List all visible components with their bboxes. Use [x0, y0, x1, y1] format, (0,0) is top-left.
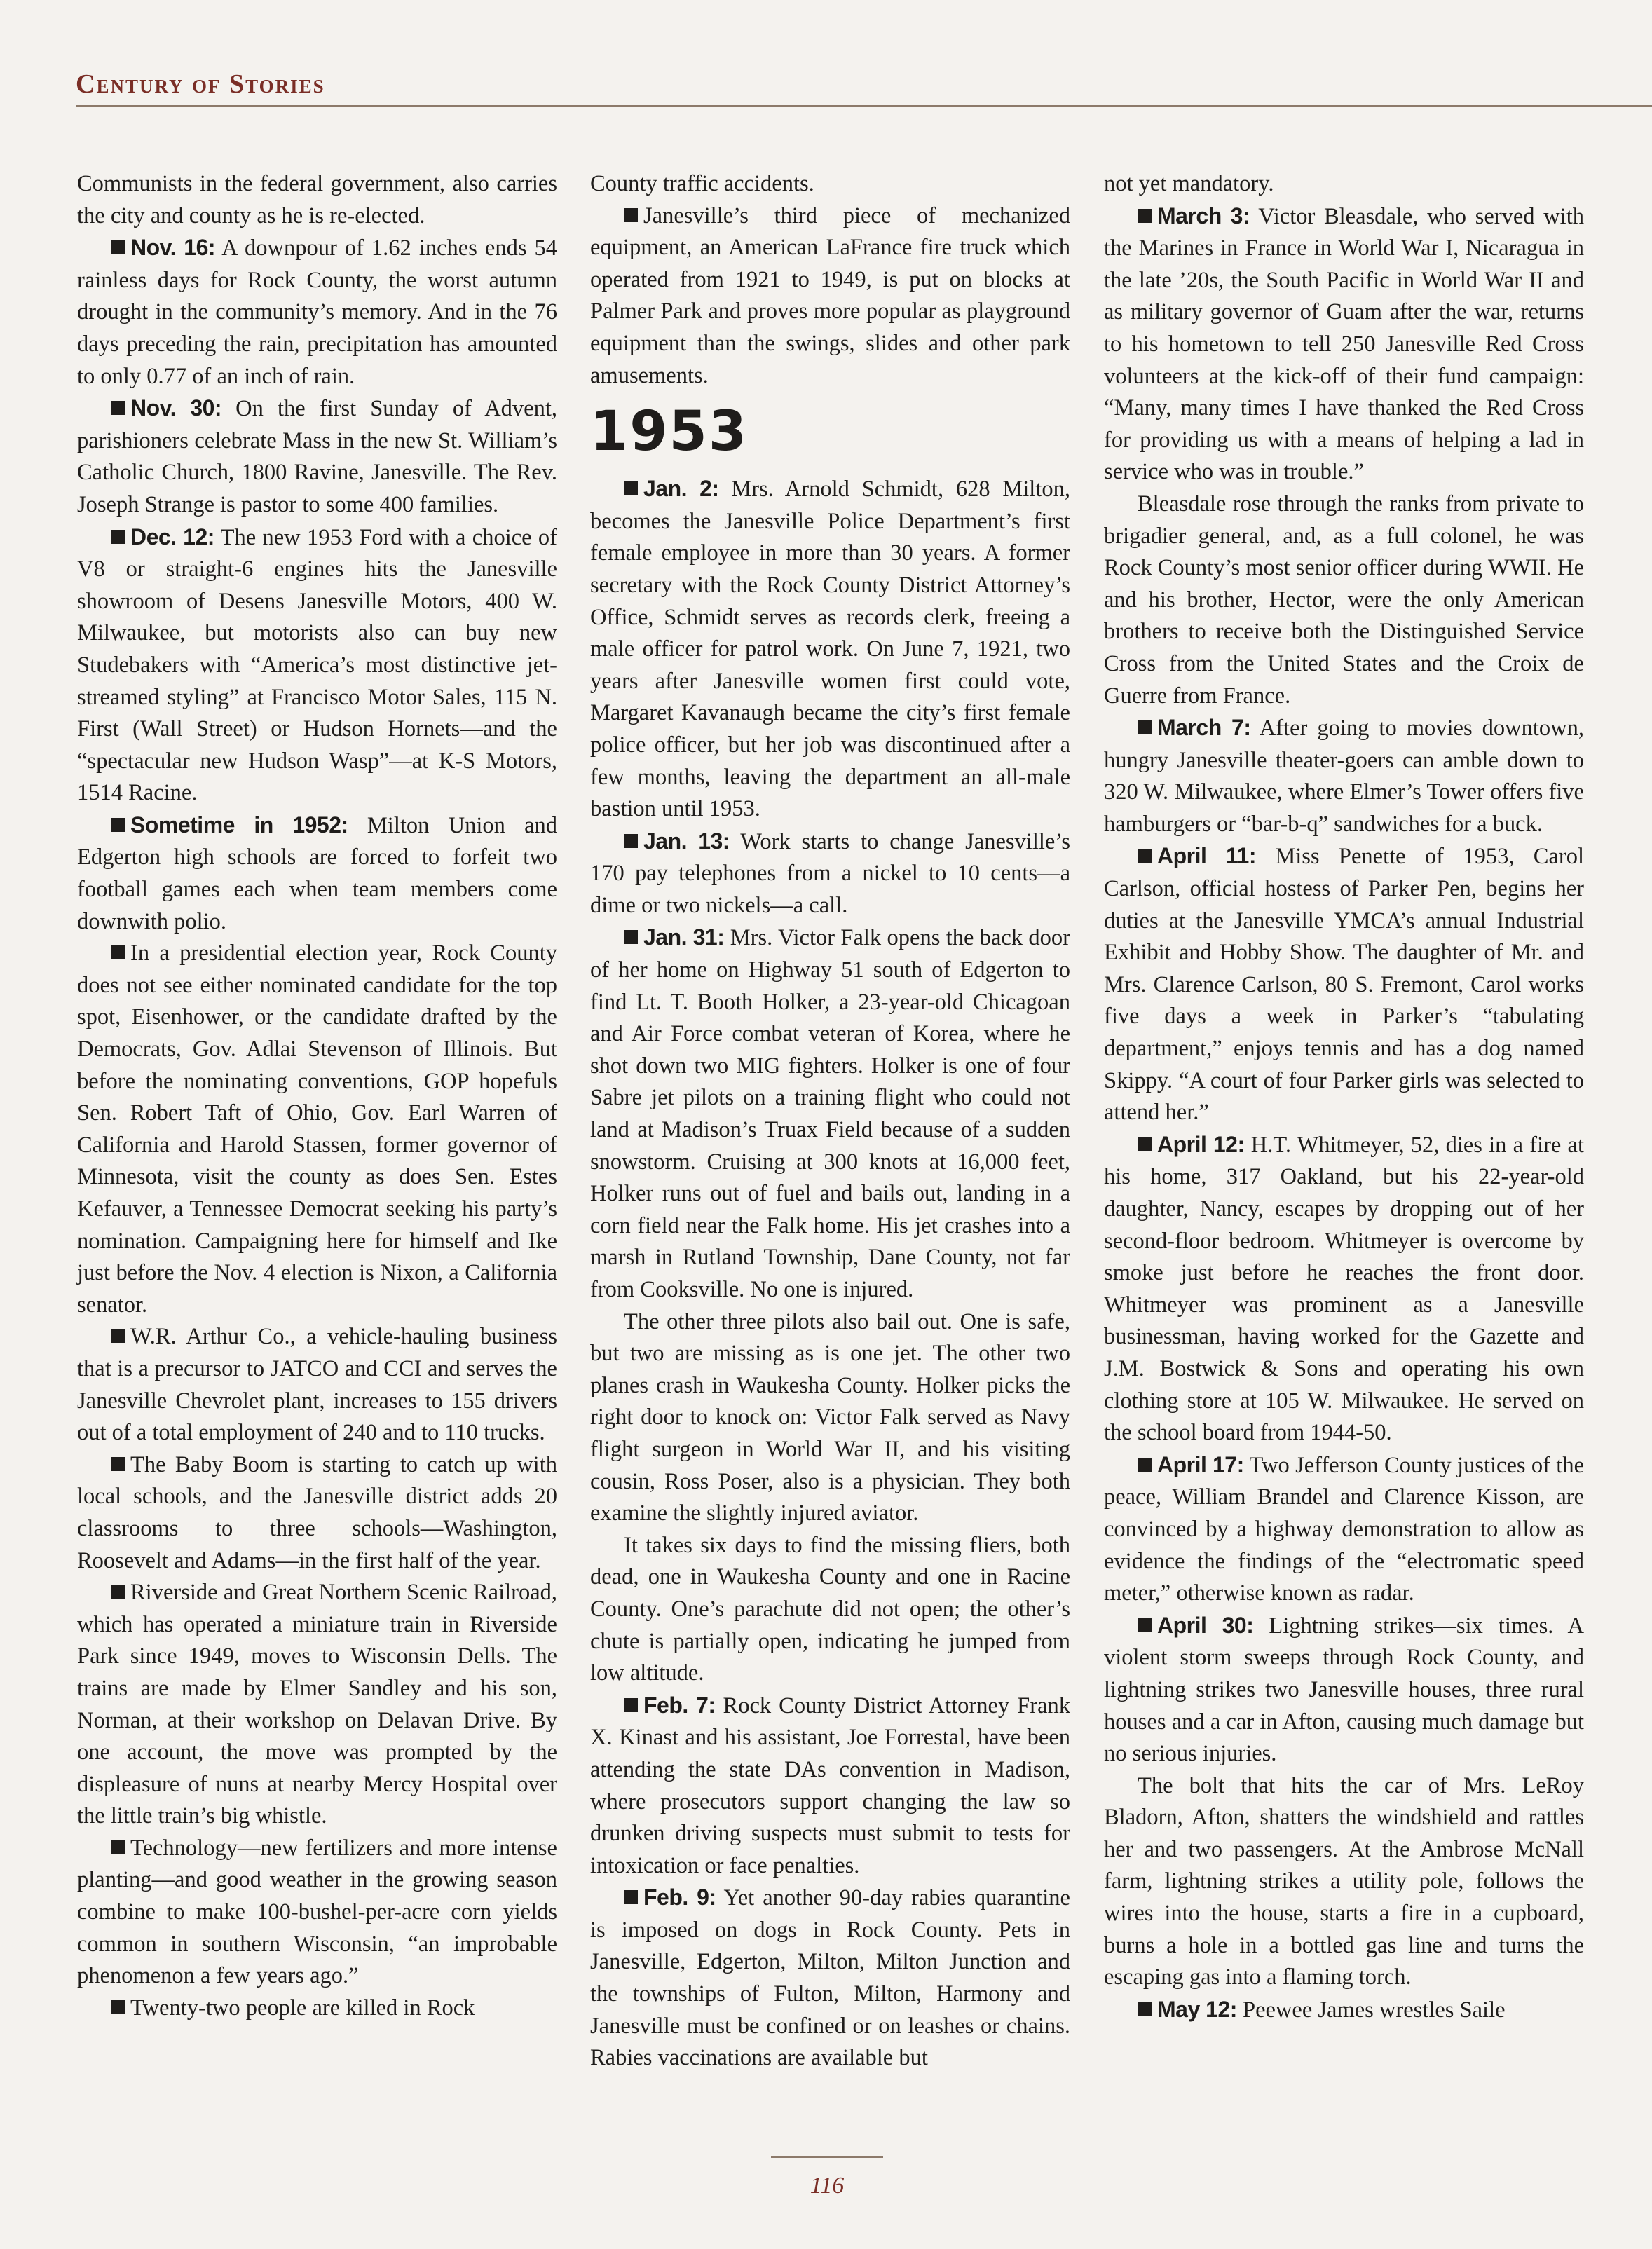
square-bullet-icon	[111, 401, 125, 415]
square-bullet-icon	[1138, 2002, 1152, 2016]
entry-text: H.T. Whitmeyer, 52, dies in a fire at his home, 317 Oakland, but his 22-year-old daughter, Nancy, escapes by dropping out of her second-floor bedroom. Whitmeyer is overcome by smoke just before he reaches the front door. Whitmeyer was prominent as a Janesville businessman, having worked for the Gazette and J.M. Bostwick & Sons and operating his own clothing store at 105 W. Milwaukee. He served on the school board from 1944-50.	[1104, 1132, 1584, 1446]
square-bullet-icon	[624, 1890, 638, 1904]
chronology-entry	[1104, 1129, 1584, 1449]
entry-text: not yet mandatory.	[1104, 171, 1274, 196]
chronology-entry	[77, 392, 557, 521]
square-bullet-icon	[111, 945, 125, 959]
entry-date: Feb. 9:	[643, 1885, 716, 1910]
entry-text: After going to movies downtown, hungry Janesville theater-goers can amble down to 320 W. Milwaukee, where Elmer’s Tower offers five hamburgers or “bar-b-q” sandwiches for a buck.	[1104, 716, 1584, 837]
entry-text: Peewee James wrestles Saile	[1236, 1997, 1506, 2023]
chronology-entry	[1104, 1994, 1584, 2027]
chronology-entry	[77, 938, 557, 1321]
chronology-entry	[77, 232, 557, 392]
text-column-2	[590, 168, 1070, 2074]
square-bullet-icon	[111, 818, 125, 832]
text-column-3	[1104, 168, 1584, 2026]
entry-date: Feb. 7:	[643, 1692, 716, 1718]
chronology-entry	[1104, 1610, 1584, 1770]
entry-text: In a presidential election year, Rock County does not see either nominated candidate for the top spot, Eisenhower, or the candidate drafted by the Democrats, Gov. Adlai Stevenson of Illinois. But before the nominating conventions, GOP hopefuls Sen. Robert Taft of Ohio, Gov. Earl Warren of California and Harold Stassen, former governor of Minnesota, visit the county as does Sen. Estes Kefauver, a Tennessee Democrat seeking his party’s nomination. Campaigning here for himself and Ike just before the Nov. 4 election is Nixon, a California senator.	[77, 941, 557, 1318]
entry-date: March 7:	[1157, 715, 1251, 741]
chronology-entry	[77, 809, 557, 938]
entry-text: Technology—new fertilizers and more intense planting—and good weather in the growing season combine to make 100-bushel-per-acre corn yields common in southern Wisconsin, “an improbable phenomenon a few years ago.”	[77, 1835, 557, 1989]
entry-text: The new 1953 Ford with a choice of V8 or straight-6 engines hits the Janesville showroom of Desens Janesville Motors, 400 W. Milwaukee, but motorists also can buy new Studebakers with “America’s most distinctive jet-streamed styling” at Francisco Motor Sales, 115 N. First (Wall Street) or Hudson Hornets—and the “spectacular new Hudson Wasp”—at K-S Motors, 1514 Racine.	[77, 524, 557, 806]
entry-text: Victor Bleasdale, who served with the Marines in France in World War I, Nicaragua in the late ’20s, the South Pacific in World War II and as military governor of Guam after the war, returns to his hometown to tell 250 Janesville Red Cross volunteers at the kick-off of their fund campaign: “Many, many times I have thanked the Red Cross for providing us with a means of helping a lad in service who was in trouble.”	[1104, 203, 1584, 485]
entry-date: April 30:	[1157, 1612, 1254, 1638]
entry-text: Communists in the federal government, also carries the city and county as he is re-elected.	[77, 171, 557, 228]
chronology-entry	[1104, 712, 1584, 840]
text-column-1	[77, 168, 557, 2024]
square-bullet-icon	[111, 2000, 125, 2014]
folio-rule	[771, 2156, 883, 2158]
entry-text: Bleasdale rose through the ranks from private to brigadier general, and, as a full colonel, he was Rock County’s most senior officer during WWII. He and his brother, Hector, were the only American brothers to receive both the Distinguished Service Cross from the United States and the Croix de Guerre from France.	[1104, 491, 1584, 709]
square-bullet-icon	[624, 1698, 638, 1712]
chronology-entry	[1104, 840, 1584, 1128]
chronology-entry	[77, 1577, 557, 1833]
chronology-entry	[77, 1449, 557, 1577]
entry-date: Nov. 16:	[130, 235, 216, 261]
entry-text: Yet another 90-day rabies quarantine is imposed on dogs in Rock County. Pets in Janesville, Edgerton, Milton, Milton Junction and the townships of Fulton, Milton, Harmony and Janesville must be confined or on leashes or chains. Rabies vaccinations are available but	[590, 1885, 1070, 2071]
entry-text: It takes six days to find the missing fliers, both dead, one in Waukesha County and one in Racine County. One’s parachute did not open; the other’s chute is partially open, indicating he jumped from low altitude.	[590, 1532, 1070, 1686]
square-bullet-icon	[624, 208, 638, 222]
entry-text: Two Jefferson County justices of the peace, William Brandel and Clarence Kisson, are convinced by a highway demonstration to allow as evidence the findings of the “electromatic speed meter,” otherwise known as radar.	[1104, 1452, 1584, 1606]
chronology-entry	[590, 1306, 1070, 1530]
chronology-entry	[590, 200, 1070, 392]
chronology-entry	[590, 168, 1070, 200]
square-bullet-icon	[111, 1585, 125, 1599]
entry-text: Mrs. Arnold Schmidt, 628 Milton, becomes the Janesville Police Department’s first female employee in more than 30 years. A former secretary with the Rock County District Attorney’s Office, Schmidt serves as records clerk, freeing a male officer for patrol work. On June 7, 1921, two years after Janesville women first could vote, Margaret Kavanaugh became the city’s first female police officer, but her job was discontinued after a few months, leaving the department an all-male bastion until 1953.	[590, 477, 1070, 822]
entry-text: Mrs. Victor Falk opens the back door of her home on Highway 51 south of Edgerton to find Lt. T. Booth Holker, a 23-year-old Chicagoan and Air Force combat veteran of Korea, where he shot down two MIG fighters. Holker is one of four Sabre jet pilots on a training flight who could not land at Madison’s Truax Field because of a sudden snowstorm. Cruising at 300 knots at 16,000 feet, Holker runs out of fuel and bails out, landing in a corn field near the Falk home. His jet crashes into a marsh in Rutland Township, Dane County, not far from Cooksville. No one is injured.	[590, 925, 1070, 1302]
entry-date: Jan. 2:	[643, 476, 719, 502]
entry-text: W.R. Arthur Co., a vehicle-hauling business that is a precursor to JATCO and CCI and serves the Janesville Chevrolet plant, increases to 155 drivers out of a total employment of 240 and to 110 trucks.	[77, 1324, 557, 1446]
page-number: 116	[810, 2173, 845, 2199]
chronology-entry	[1104, 168, 1584, 200]
square-bullet-icon	[624, 930, 638, 944]
entry-text: County traffic accidents.	[590, 171, 814, 196]
square-bullet-icon	[1138, 720, 1152, 734]
square-bullet-icon	[624, 834, 638, 848]
square-bullet-icon	[1138, 209, 1152, 223]
chronology-entry	[590, 473, 1070, 826]
entry-date: Nov. 30:	[130, 395, 222, 421]
square-bullet-icon	[1138, 1618, 1152, 1632]
entry-text: The Baby Boom is starting to catch up with local schools, and the Janesville district adds 20 classrooms to three schools—Washington, Roosevelt and Adams—in the first half of the year.	[77, 1451, 557, 1573]
square-bullet-icon	[1138, 1458, 1152, 1472]
entry-text: On the first Sunday of Advent, parishioners celebrate Mass in the new St. William’s Catholic Church, 1800 Ravine, Janesville. The Rev. Joseph Strange is pastor to some 400 families.	[77, 396, 557, 517]
chronology-entry	[77, 1833, 557, 1992]
entry-date: Jan. 13:	[643, 828, 730, 854]
chronology-entry	[590, 826, 1070, 922]
chronology-entry	[1104, 200, 1584, 488]
entry-text: Twenty-two people are killed in Rock	[130, 1995, 475, 2021]
chronology-entry	[77, 168, 557, 232]
entry-text: Miss Penette of 1953, Carol Carlson, official hostess of Parker Pen, begins her duties at the Janesville YMCA’s annual Industrial Exhibit and Hobby Show. The daughter of Mr. and Mrs. Clarence Carlson, 80 S. Fremont, Carol works five days a week in Parker’s “tabulating department,” enjoys tennis and has a dog named Skippy. “A court of four Parker girls was selected to attend her.”	[1104, 844, 1584, 1126]
entry-text: The bolt that hits the car of Mrs. LeRoy Bladorn, Afton, shatters the windshield and rattles her and two passengers. At the Ambrose McNall farm, lightning strikes a utility pole, follows the wires into the house, starts a fire in a cupboard, burns a hole in a bottled gas line and turns the escaping gas into a flaming torch.	[1104, 1772, 1584, 1990]
square-bullet-icon	[1138, 1137, 1152, 1151]
chronology-entry	[77, 521, 557, 809]
chronology-entry	[77, 1321, 557, 1449]
square-bullet-icon	[111, 1840, 125, 1854]
entry-date: April 12:	[1157, 1131, 1245, 1157]
chronology-entry	[590, 922, 1070, 1306]
square-bullet-icon	[111, 240, 125, 254]
chronology-entry	[590, 1690, 1070, 1882]
square-bullet-icon	[111, 1329, 125, 1343]
chronology-entry	[590, 1530, 1070, 1690]
entry-text: The other three pilots also bail out. One is safe, but two are missing as is one jet. The other two planes crash in Waukesha County. Holker picks the right door to knock on: Victor Falk served as Navy flight surgeon in World War II, and his visiting cousin, Ross Poser, also is a physician. They both examine the slightly injured aviator.	[590, 1308, 1070, 1526]
chronology-entry	[590, 1882, 1070, 2074]
chronology-entry	[1104, 488, 1584, 712]
entry-date: April 17:	[1157, 1451, 1244, 1477]
entry-text: A downpour of 1.62 inches ends 54 rainless days for Rock County, the worst autumn drought in the community’s memory. And in the 76 days preceding the rain, precipitation has amounted to only 0.77 of an inch of rain.	[77, 235, 558, 389]
entry-date: Sometime in 1952:	[130, 812, 348, 838]
entry-text: Milton Union and Edgerton high schools are forced to forfeit two football games each when team members come downwith polio.	[77, 812, 557, 934]
entry-date: Jan. 31:	[643, 924, 725, 950]
chronology-entry	[1104, 1449, 1584, 1610]
running-head: Century of Stories	[76, 69, 325, 99]
entry-text: Work starts to change Janesville’s 170 pay telephones from a nickel to 10 cents—a dime or two nickels—a call.	[590, 828, 1070, 918]
entry-date: April 11:	[1157, 843, 1256, 869]
square-bullet-icon	[111, 1457, 125, 1471]
entry-text: Rock County District Attorney Frank X. Kinast and his assistant, Joe Forrestal, have been attending the state DAs convention in Madison, where prosecutors support changing the law so drunken driving suspects must submit to tests for intoxication or face penalties.	[590, 1693, 1070, 1878]
square-bullet-icon	[624, 481, 638, 495]
entry-date: Dec. 12:	[130, 524, 214, 549]
square-bullet-icon	[1138, 849, 1152, 863]
square-bullet-icon	[111, 530, 125, 544]
header-rule	[76, 105, 1652, 107]
entry-text: Riverside and Great Northern Scenic Railroad, which has operated a miniature train in Riverside Park since 1949, moves to Wisconsin Dells. The trains are made by Elmer Sandley and his son, Norman, at their workshop on Delavan Drive. By one account, the move was prompted by the displeasure of nuns at nearby Mercy Hospital over the little train’s big whistle.	[77, 1580, 557, 1829]
chronology-entry	[77, 1992, 557, 2025]
year-heading: 1953	[590, 400, 749, 464]
entry-date: May 12:	[1157, 1996, 1237, 2022]
entry-text: Lightning strikes—six times. A violent storm sweeps through Rock County, and lightning strikes two Janesville houses, three rural houses and a car in Afton, causing much damage but no serious injuries.	[1104, 1613, 1584, 1767]
entry-text: Janesville’s third piece of mechanized equipment, an American LaFrance fire truck which operated from 1921 to 1949, is put on blocks at Palmer Park and proves more popular as playground equipment than the swings, slides and other park amusements.	[590, 203, 1070, 388]
chronology-entry	[1104, 1770, 1584, 1994]
entry-date: March 3:	[1157, 203, 1250, 228]
